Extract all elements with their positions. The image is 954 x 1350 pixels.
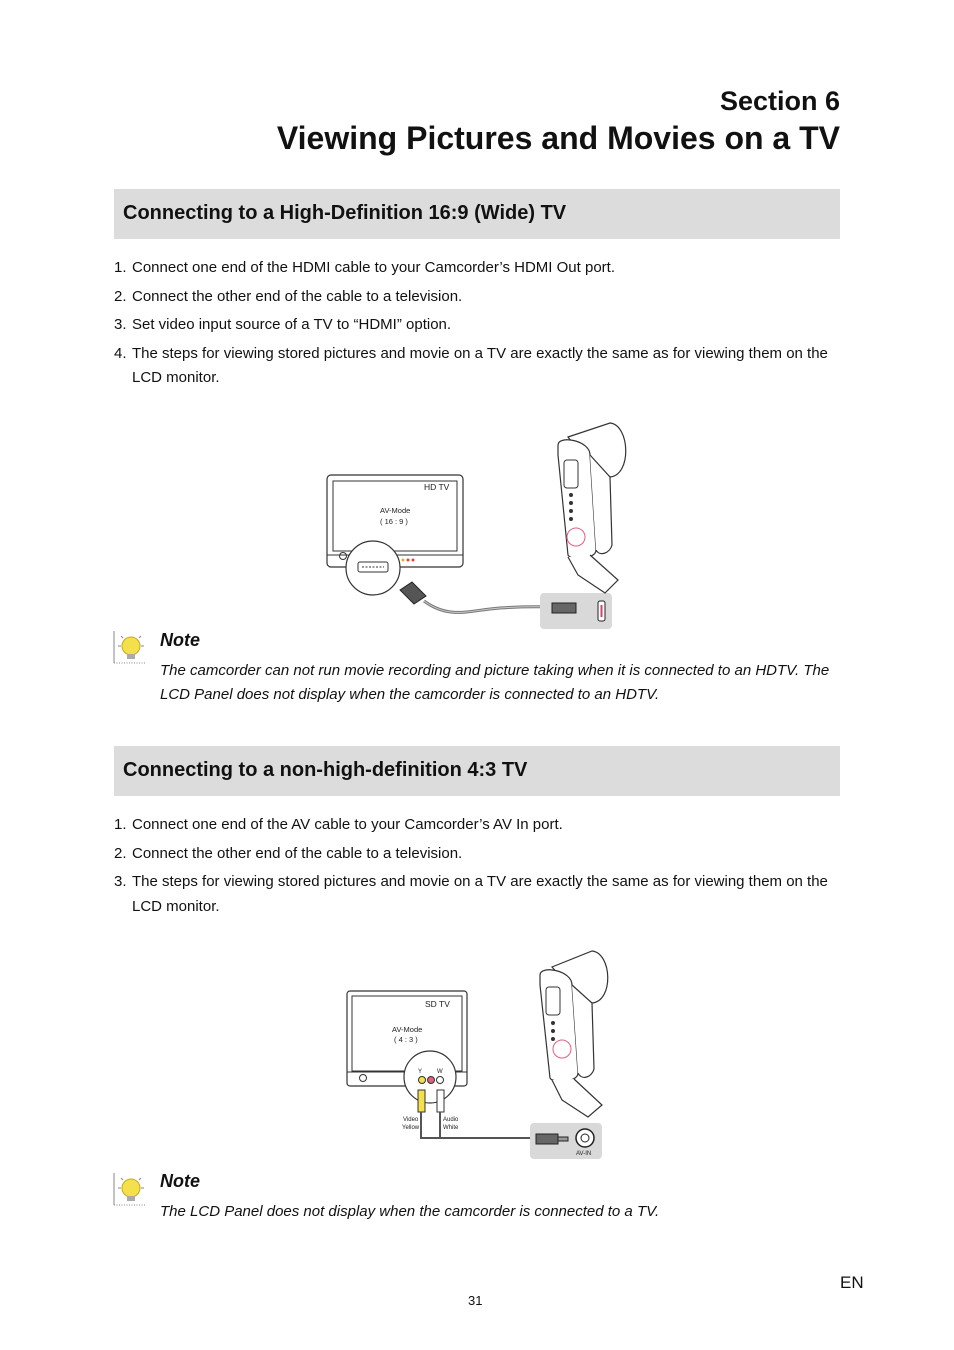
y-label: Y: [418, 1069, 423, 1075]
audio-label: Audio: [443, 1117, 459, 1123]
w-label: W: [437, 1069, 443, 1075]
list-item: 3. Set video input source of a TV to “HDMI” option.: [114, 316, 452, 333]
list-item: 4. The steps for viewing stored pictures and movie on a TV are exactly the same as for viewing them on the LCD monitor.: [114, 344, 828, 386]
av-connection-figure: [340, 945, 615, 1163]
camcorder-icon: [558, 423, 626, 593]
list-item: 2. Connect the other end of the cable to a television.: [114, 287, 463, 305]
list-item: 2. Connect the other end of the cable to a television.: [114, 844, 463, 862]
hd-section-heading: Connecting to a High-Definition 16:9 (Wide) TV: [123, 202, 567, 224]
hd-mode-label: AV-Mode: [380, 506, 411, 515]
sd-ratio-label: ( 4 : 3 ): [394, 1035, 418, 1044]
sd-note-title: Note: [160, 1171, 200, 1191]
hd-ratio-label: ( 16 : 9 ): [380, 517, 408, 526]
sd-mode-label: AV-Mode: [392, 1025, 423, 1034]
lightbulb-icon: [113, 1172, 147, 1206]
hd-tv-label: HD TV: [424, 482, 450, 492]
hdmi-connection-figure: [320, 415, 630, 635]
sd-tv-label: SD TV: [425, 999, 450, 1009]
video-label: Video: [403, 1117, 419, 1123]
lightbulb-icon: [113, 630, 147, 664]
sd-steps-list: [114, 813, 840, 923]
language-tag: EN: [840, 1273, 864, 1292]
list-item: 3. The steps for viewing stored pictures and movie on a TV are exactly the same as for viewing them on the LCD monitor.: [114, 873, 828, 915]
page-title: Viewing Pictures and Movies on a TV: [276, 120, 840, 156]
sd-note-text: The LCD Panel does not display when the camcorder is connected to a TV.: [160, 1203, 660, 1220]
hd-steps-list: [114, 256, 840, 395]
sd-section-banner: [114, 746, 840, 796]
hd-section-banner: [114, 189, 840, 239]
hd-note-text: The camcorder can not run movie recording and picture taking when it is connected to an HDTV. The LCD Panel does not display when the camcorder is connected to an HDTV.: [160, 662, 830, 703]
av-in-label: AV-IN: [576, 1151, 592, 1157]
white-label: White: [443, 1125, 459, 1131]
sd-section-heading: Connecting to a non-high-definition 4:3 TV: [123, 759, 528, 781]
section-label: Section 6: [719, 86, 840, 116]
hd-note-title: Note: [160, 630, 200, 650]
page-number: 31: [468, 1293, 483, 1308]
hdmi-plug-icon: [400, 582, 555, 612]
list-item: 1. Connect one end of the HDMI cable to your Camcorder’s HDMI Out port.: [114, 259, 615, 276]
camcorder-icon: [540, 951, 608, 1117]
yellow-label: Yellow: [402, 1125, 420, 1131]
list-item: 1. Connect one end of the AV cable to your Camcorder’s AV In port.: [114, 816, 563, 833]
